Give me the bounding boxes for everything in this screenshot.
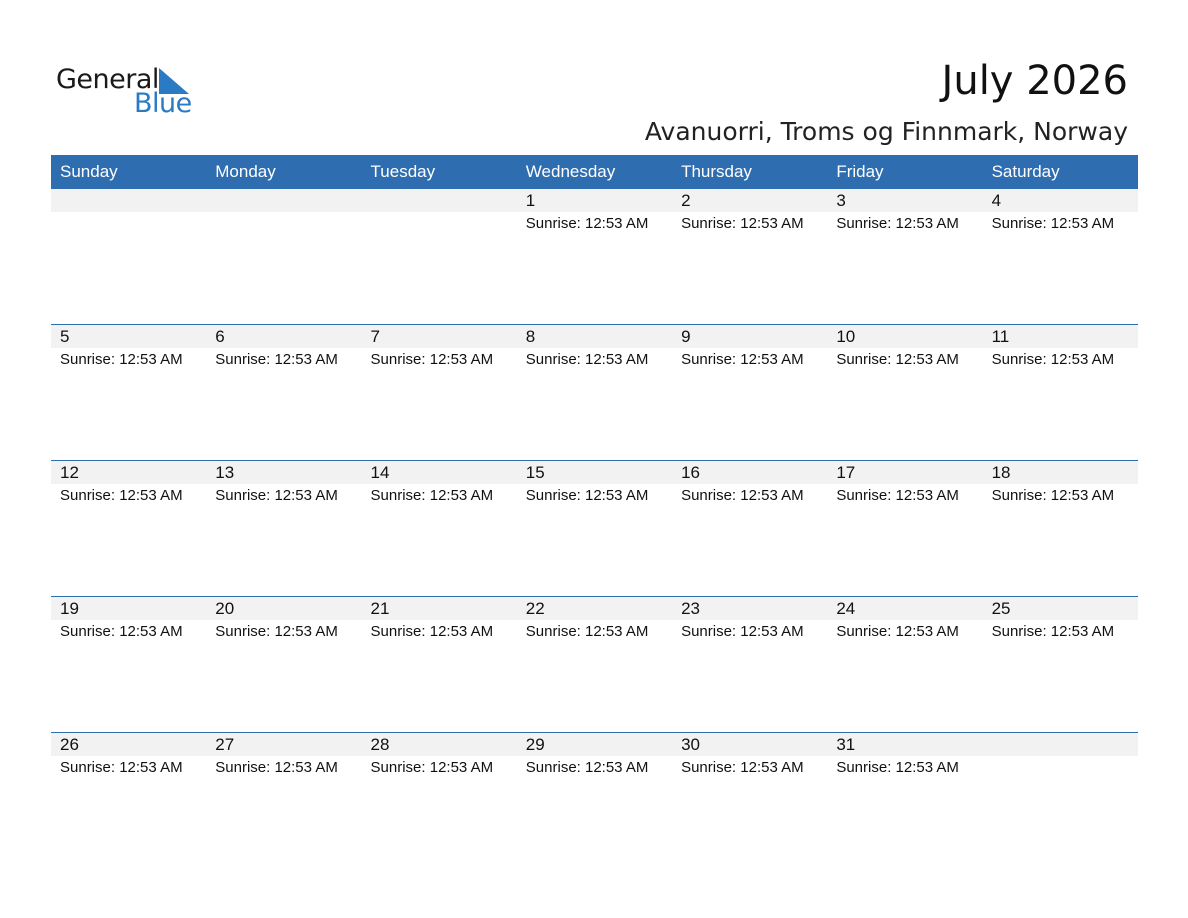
- sunrise-time: Sunrise: 12:53 AM: [836, 215, 959, 232]
- sunrise-time: Sunrise: 12:53 AM: [525, 487, 649, 504]
- weekday-saturday: Saturday: [991, 162, 1060, 181]
- day-cell: [827, 597, 982, 732]
- sunrise-time: Sunrise: 12:53 AM: [525, 623, 649, 640]
- day-cell: [517, 189, 672, 324]
- day-cell: [517, 325, 672, 460]
- sunrise-time: Sunrise: 12:53 AM: [525, 215, 649, 232]
- sunrise-time: Sunrise: 12:53 AM: [215, 759, 338, 776]
- sunrise-time: Sunrise: 12:53 AM: [836, 487, 959, 504]
- logo-word-blue: Blue: [134, 88, 192, 119]
- page-title: July 2026: [941, 58, 1128, 104]
- day-number: 5: [60, 327, 70, 346]
- sunrise-time: Sunrise: 12:53 AM: [370, 759, 494, 776]
- day-cell: [827, 461, 982, 596]
- day-cell: [983, 461, 1138, 596]
- week-row: [51, 189, 1138, 324]
- day-cell: [362, 189, 517, 324]
- sunrise-time: Sunrise: 12:53 AM: [60, 759, 183, 776]
- calendar-weeks: [51, 189, 1138, 868]
- day-cell: [517, 733, 672, 868]
- day-cell: [672, 325, 827, 460]
- day-cell: [672, 461, 827, 596]
- day-number: [215, 189, 361, 212]
- day-number: 30: [681, 735, 700, 754]
- day-number: 19: [60, 599, 79, 618]
- day-cell: [51, 461, 206, 596]
- week-row: [51, 733, 1138, 868]
- day-cell: [827, 733, 982, 868]
- day-number: 4: [991, 191, 1002, 210]
- day-cell: [827, 189, 982, 324]
- day-number: 12: [60, 463, 79, 482]
- sunrise-time: Sunrise: 12:53 AM: [836, 351, 959, 368]
- day-number: 15: [525, 463, 545, 482]
- day-cell: [51, 597, 206, 732]
- day-number: 28: [370, 735, 390, 754]
- day-cell: [983, 733, 1138, 868]
- sunrise-time: Sunrise: 12:53 AM: [60, 351, 183, 368]
- sunrise-time: Sunrise: 12:53 AM: [215, 487, 338, 504]
- day-cell: [983, 597, 1138, 732]
- weekday-monday: Monday: [215, 162, 276, 181]
- sunrise-time: Sunrise: 12:53 AM: [60, 623, 183, 640]
- day-number: [371, 189, 517, 212]
- sunrise-time: Sunrise: 12:53 AM: [836, 623, 959, 640]
- sunrise-time: Sunrise: 12:53 AM: [991, 351, 1115, 368]
- weekday-sunday: Sunday: [60, 162, 118, 181]
- week-cells: [51, 733, 1138, 868]
- day-number: 2: [681, 191, 691, 210]
- day-cell: [51, 189, 206, 324]
- week-row: [51, 461, 1138, 596]
- day-cell: [206, 325, 361, 460]
- day-number: [60, 189, 206, 212]
- day-cell: [206, 733, 361, 868]
- day-cell: [672, 189, 827, 324]
- day-number: 9: [681, 327, 691, 346]
- day-number: 6: [215, 327, 225, 346]
- sunrise-time: Sunrise: 12:53 AM: [681, 623, 804, 640]
- day-number: 13: [215, 463, 235, 482]
- sunrise-time: Sunrise: 12:53 AM: [525, 759, 649, 776]
- sunrise-time: Sunrise: 12:53 AM: [525, 351, 649, 368]
- sunrise-time: Sunrise: 12:53 AM: [836, 759, 959, 776]
- day-number: 25: [991, 599, 1011, 618]
- sunrise-time: Sunrise: 12:53 AM: [370, 351, 494, 368]
- day-cell: [983, 189, 1138, 324]
- day-number: 29: [525, 735, 545, 754]
- day-number: 24: [836, 599, 856, 618]
- day-number: 20: [215, 599, 235, 618]
- day-number: 22: [525, 599, 545, 618]
- day-number: 7: [370, 327, 380, 346]
- sunrise-time: Sunrise: 12:53 AM: [370, 623, 494, 640]
- week-cells: [51, 189, 1138, 324]
- day-cell: [517, 461, 672, 596]
- day-number: 10: [836, 327, 856, 346]
- day-number: 26: [60, 735, 79, 754]
- day-cell: [672, 597, 827, 732]
- sunrise-time: Sunrise: 12:53 AM: [991, 623, 1115, 640]
- day-cell: [51, 733, 206, 868]
- sunrise-time: Sunrise: 12:53 AM: [991, 215, 1115, 232]
- weekday-friday: Friday: [836, 162, 884, 181]
- sunrise-time: Sunrise: 12:53 AM: [215, 623, 338, 640]
- weekday-thursday: Thursday: [681, 162, 752, 181]
- sunrise-time: Sunrise: 12:53 AM: [370, 487, 494, 504]
- day-cell: [51, 325, 206, 460]
- day-number: 11: [991, 327, 1010, 346]
- day-cell: [206, 189, 361, 324]
- day-number: 1: [525, 191, 536, 210]
- sunrise-time: Sunrise: 12:53 AM: [215, 351, 338, 368]
- day-cell: [362, 597, 517, 732]
- weekday-header: [51, 155, 1138, 189]
- day-number: 18: [991, 463, 1011, 482]
- calendar: [51, 155, 1138, 868]
- sunrise-time: Sunrise: 12:53 AM: [681, 487, 804, 504]
- day-cell: [362, 733, 517, 868]
- day-cell: [517, 597, 672, 732]
- week-cells: [51, 461, 1138, 596]
- day-cell: [983, 325, 1138, 460]
- location-subtitle: Avanuorri, Troms og Finnmark, Norway: [644, 117, 1128, 146]
- day-cell: [206, 597, 361, 732]
- day-number: 27: [215, 735, 235, 754]
- day-number: 17: [836, 463, 856, 482]
- week-cells: [51, 325, 1138, 460]
- day-number: 8: [525, 327, 536, 346]
- day-cell: [362, 461, 517, 596]
- day-cell: [362, 325, 517, 460]
- day-number: 21: [370, 599, 390, 618]
- day-number: 14: [370, 463, 390, 482]
- day-number: 16: [681, 463, 700, 482]
- week-cells: [51, 597, 1138, 732]
- day-cell: [672, 733, 827, 868]
- day-cell: [206, 461, 361, 596]
- sunrise-time: Sunrise: 12:53 AM: [681, 759, 804, 776]
- sunrise-time: Sunrise: 12:53 AM: [681, 351, 804, 368]
- day-number: 3: [836, 191, 846, 210]
- logo-word-general: General: [56, 64, 159, 95]
- sunrise-time: Sunrise: 12:53 AM: [991, 487, 1115, 504]
- week-row: [51, 597, 1138, 732]
- sunrise-time: Sunrise: 12:53 AM: [681, 215, 804, 232]
- weekday-tuesday: Tuesday: [370, 162, 436, 181]
- logo: [56, 64, 206, 120]
- day-number: 23: [681, 599, 700, 618]
- week-row: [51, 325, 1138, 460]
- weekday-wednesday: Wednesday: [525, 162, 616, 181]
- sunrise-time: Sunrise: 12:53 AM: [60, 487, 183, 504]
- day-cell: [827, 325, 982, 460]
- day-number: [992, 733, 1138, 756]
- day-number: 31: [836, 735, 856, 754]
